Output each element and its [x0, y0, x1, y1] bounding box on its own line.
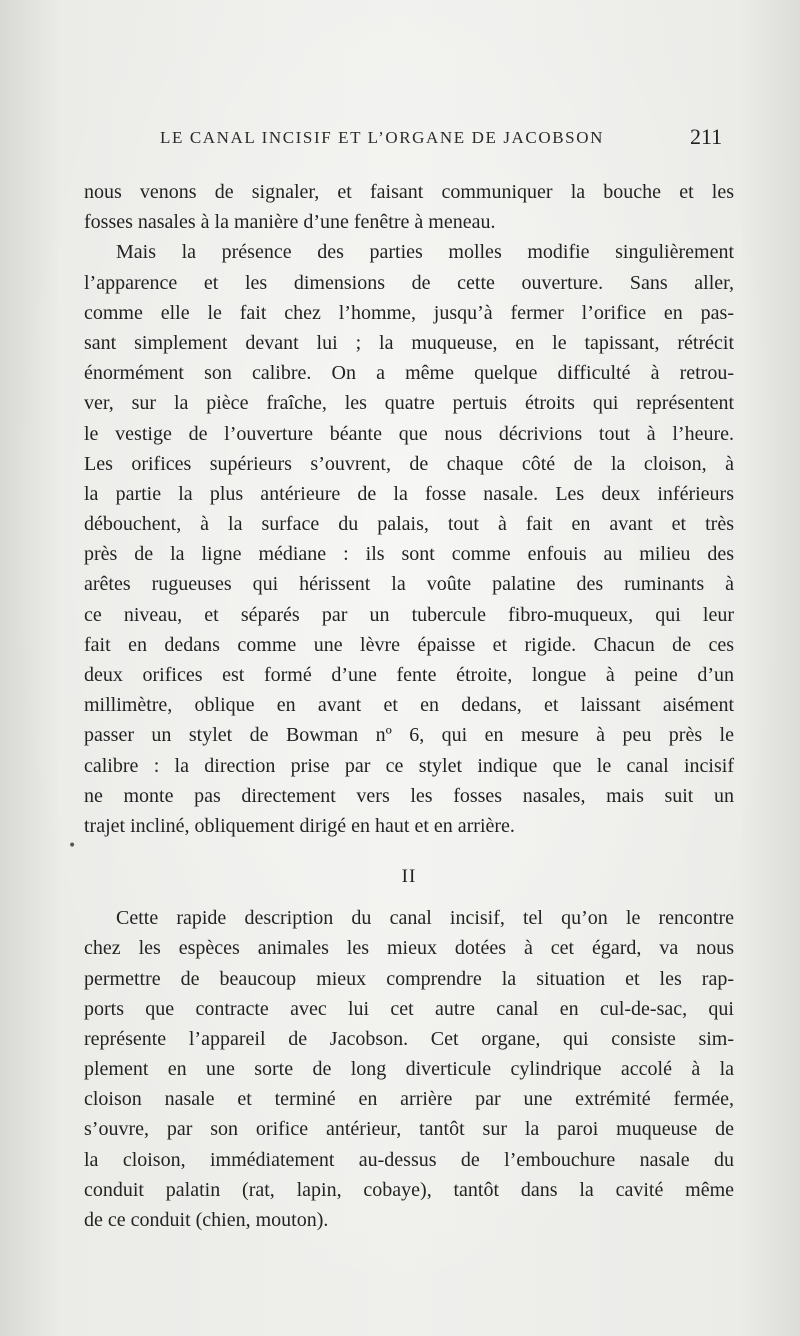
text-line: plement en une sorte de long diverticule cylindrique accolé à la	[84, 1058, 734, 1081]
text-line: le vestige de l’ouverture béante que nous décrivions tout à l’heure.	[84, 422, 734, 445]
text-line: près de la ligne médiane : ils sont comme enfouis au milieu des	[84, 543, 734, 566]
text-line: ports que contracte avec lui cet autre canal en cul-de-sac, qui	[84, 997, 734, 1020]
text-line: conduit palatin (rat, lapin, cobaye), tantôt dans la cavité même	[84, 1178, 734, 1201]
text-line: millimètre, oblique en avant et en dedans, et laissant aisément	[84, 694, 734, 717]
section-heading: II	[401, 866, 417, 888]
paragraph-2	[84, 237, 734, 841]
text-line: Les orifices supérieurs s’ouvrent, de chaque côté de la cloison, à	[84, 452, 734, 475]
body-text	[84, 177, 734, 1235]
text-line: représente l’appareil de Jacobson. Cet organe, qui consiste sim-	[84, 1027, 734, 1050]
text-line: ver, sur la pièce fraîche, les quatre pertuis étroits qui représentent	[84, 392, 734, 415]
text-line: la cloison, immédiatement au-dessus de l’embouchure nasale du	[84, 1148, 734, 1171]
text-line: la partie la plus antérieure de la fosse nasale. Les deux inférieurs	[84, 482, 734, 505]
text-line: comme elle le fait chez l’homme, jusqu’à fermer l’orifice en pas-	[84, 301, 734, 324]
text-line: sant simplement devant lui ; la muqueuse, en le tapissant, rétrécit	[84, 331, 734, 354]
text-line: énormément son calibre. On a même quelque difficulté à retrou-	[84, 362, 734, 385]
text-line: l’apparence et les dimensions de cette ouverture. Sans aller,	[84, 271, 734, 294]
text-line: Mais la présence des parties molles modifie singulièrement	[116, 241, 734, 264]
text-line: trajet incliné, obliquement dirigé en haut et en arrière.	[84, 814, 515, 837]
text-line: fait en dedans comme une lèvre épaisse et rigide. Chacun de ces	[84, 633, 734, 656]
text-line: deux orifices est formé d’une fente étroite, longue à peine d’un	[84, 664, 734, 686]
text-line: calibre : la direction prise par ce stylet indique que le canal incisif	[84, 754, 734, 777]
margin-mark: •	[68, 838, 77, 854]
text-line: débouchent, à la surface du palais, tout à fait en avant et très	[84, 513, 734, 536]
paragraph-3	[84, 903, 734, 1235]
text-line: de ce conduit (chien, mouton).	[84, 1209, 329, 1231]
page-header	[0, 124, 800, 158]
text-line: nous venons de signaler, et faisant communiquer la bouche et les	[84, 181, 734, 203]
text-line: arêtes rugueuses qui hérissent la voûte palatine des ruminants à	[84, 573, 734, 596]
paragraph-1	[84, 177, 734, 237]
text-line: ne monte pas directement vers les fosses nasales, mais suit un	[84, 784, 734, 807]
text-line: ce niveau, et séparés par un tubercule fibro-muqueux, qui leur	[84, 603, 734, 626]
text-line: cloison nasale et terminé en arrière par une extrémité fermée,	[84, 1088, 734, 1111]
running-head: LE CANAL INCISIF ET L’ORGANE DE JACOBSON	[160, 128, 604, 147]
text-line: fosses nasales à la manière d’une fenêtre à meneau.	[84, 211, 496, 234]
text-line: passer un stylet de Bowman nº 6, qui en mesure à peu près le	[84, 724, 734, 747]
text-line: permettre de beaucoup mieux comprendre la situation et les rap-	[84, 967, 734, 990]
text-line: Cette rapide description du canal incisif, tel qu’on le rencontre	[116, 907, 734, 930]
text-line: chez les espèces animales les mieux dotées à cet égard, va nous	[84, 937, 734, 960]
text-line: s’ouvre, par son orifice antérieur, tantôt sur la paroi muqueuse de	[84, 1118, 734, 1141]
page-number: 211	[690, 124, 723, 149]
